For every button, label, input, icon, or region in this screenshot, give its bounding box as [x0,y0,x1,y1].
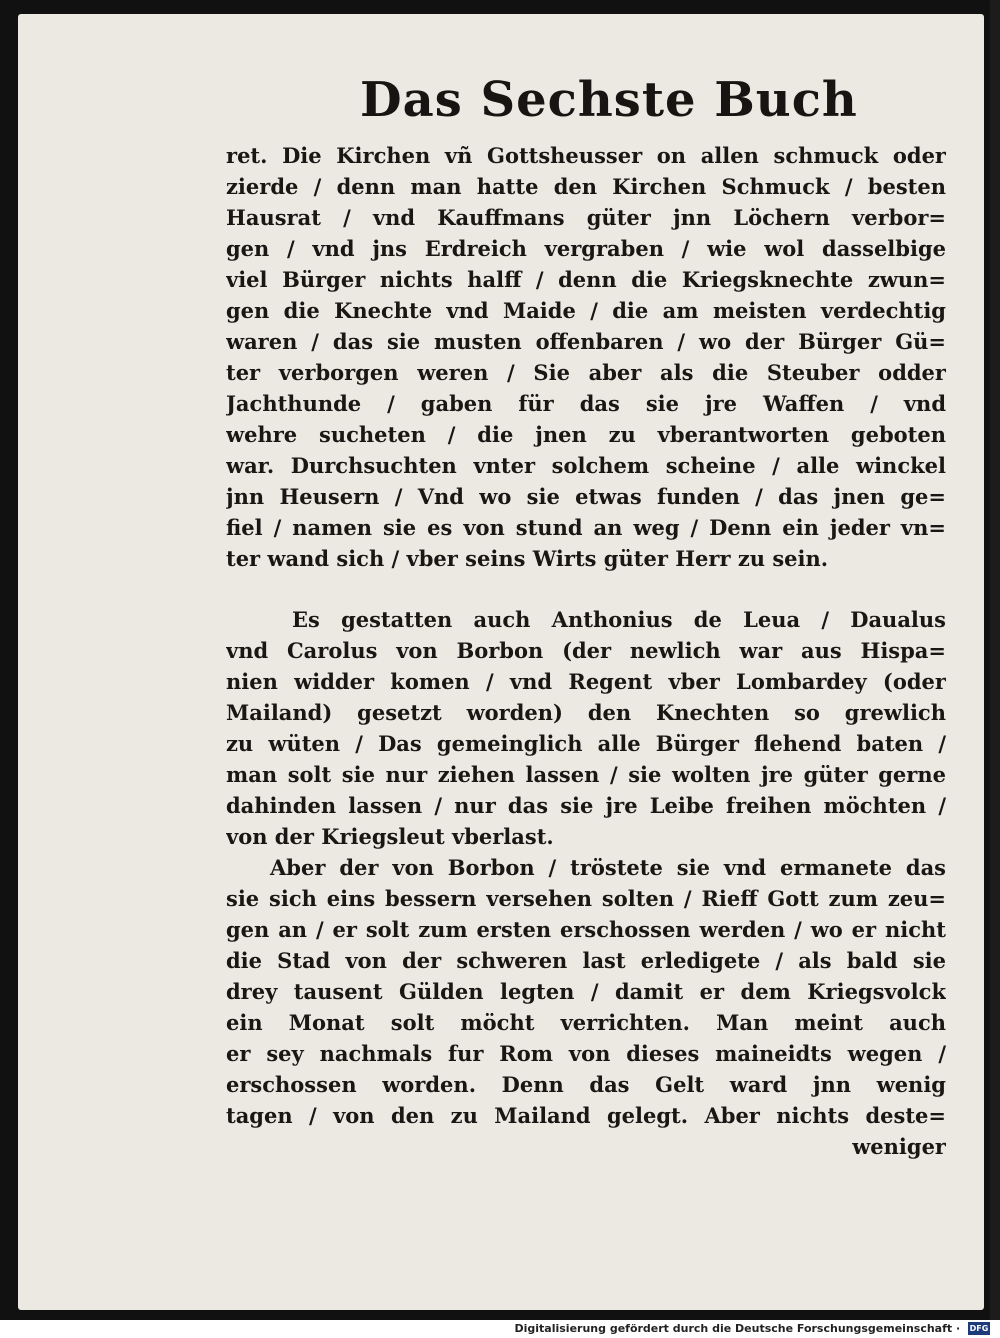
text-line: er sey nachmals fur Rom von dieses maineidts wegen / [226,1041,946,1066]
text-line: Hausrat / vnd Kauffmans güter jnn Löchern verbor= [226,205,946,230]
text-block [226,140,946,1162]
text-line: ein Monat solt möcht verrichten. Man meint auch [226,1010,946,1035]
paragraph-1 [226,140,946,574]
text-line: die Stad von der schweren last erledigete / als bald sie [226,948,946,973]
text-line: waren / das sie musten offenbaren / wo der Bürger Gü= [226,329,946,354]
text-line: zierde / denn man hatte den Kirchen Schmuck / besten [226,174,946,199]
text-line: zu wüten / Das gemeinglich alle Bürger flehend baten / [226,731,946,756]
text-line: sie sich eins bessern versehen solten / Rieff Gott zum zeu= [226,886,946,911]
text-line: dahinden lassen / nur das sie jre Leibe freihen möchten / [226,793,946,818]
footer-bar [0,1320,1000,1338]
text-line: drey tausent Gülden legten / damit er dem Kriegsvolck [226,979,946,1004]
text-line: fiel / namen sie es von stund an weg / Denn ein jeder vn= [226,515,946,540]
text-line: wehre sucheten / die jnen zu vberantworten geboten [226,422,946,447]
text-line: nien widder komen / vnd Regent vber Lombardey (oder [226,669,946,694]
text-line: gen an / er solt zum ersten erschossen werden / wo er nicht [226,917,946,942]
text-line: Jachthunde / gaben für das sie jre Waffen / vnd [226,391,946,416]
digitization-credit: Digitalisierung gefördert durch die Deutsche Forschungsgemeinschaft · [514,1322,961,1335]
paragraph-3 [226,852,946,1131]
text-line: jnn Heusern / Vnd wo sie etwas funden / das jnen ge= [226,484,946,509]
text-line: Es gestatten auch Anthonius de Leua / Daualus [292,607,946,632]
dfg-logo-icon: DFG [969,1324,989,1333]
text-line: war. Durchsuchten vnter solchem scheine / alle winckel [226,453,946,478]
catchword: weniger [852,1134,946,1159]
text-line: ter wand sich / vber seins Wirts güter Herr zu sein. [226,546,829,571]
text-line: viel Bürger nichts halff / denn die Kriegsknechte zwun= [226,267,946,292]
text-line: Mailand) gesetzt worden) den Knechten so grewlich [226,700,946,725]
text-line: vnd Carolus von Borbon (der newlich war aus Hispa= [226,638,946,663]
text-line: von der Kriegsleut vberlast. [226,824,554,849]
text-line: gen / vnd jns Erdreich vergraben / wie wol dasselbige [226,236,946,261]
text-line: erschossen worden. Denn das Gelt ward jnn wenig [226,1072,946,1097]
scan-edge [990,0,1000,1320]
text-line: man solt sie nur ziehen lassen / sie wolten jre güter gerne [226,762,946,787]
text-line: ret. Die Kirchen vñ Gottsheusser on allen schmuck oder [226,143,946,168]
running-head: Das Sechste Buch [360,72,858,128]
text-line: ter verborgen weren / Sie aber als die Steuber odder [226,360,946,385]
text-line: Aber der von Borbon / tröstete sie vnd ermanete das [270,855,946,880]
paragraph-2 [226,604,946,852]
text-line: gen die Knechte vnd Maide / die am meisten verdechtig [226,298,946,323]
paragraph-gap [226,574,946,604]
text-line: tagen / von den zu Mailand gelegt. Aber nichts deste= [226,1103,946,1128]
